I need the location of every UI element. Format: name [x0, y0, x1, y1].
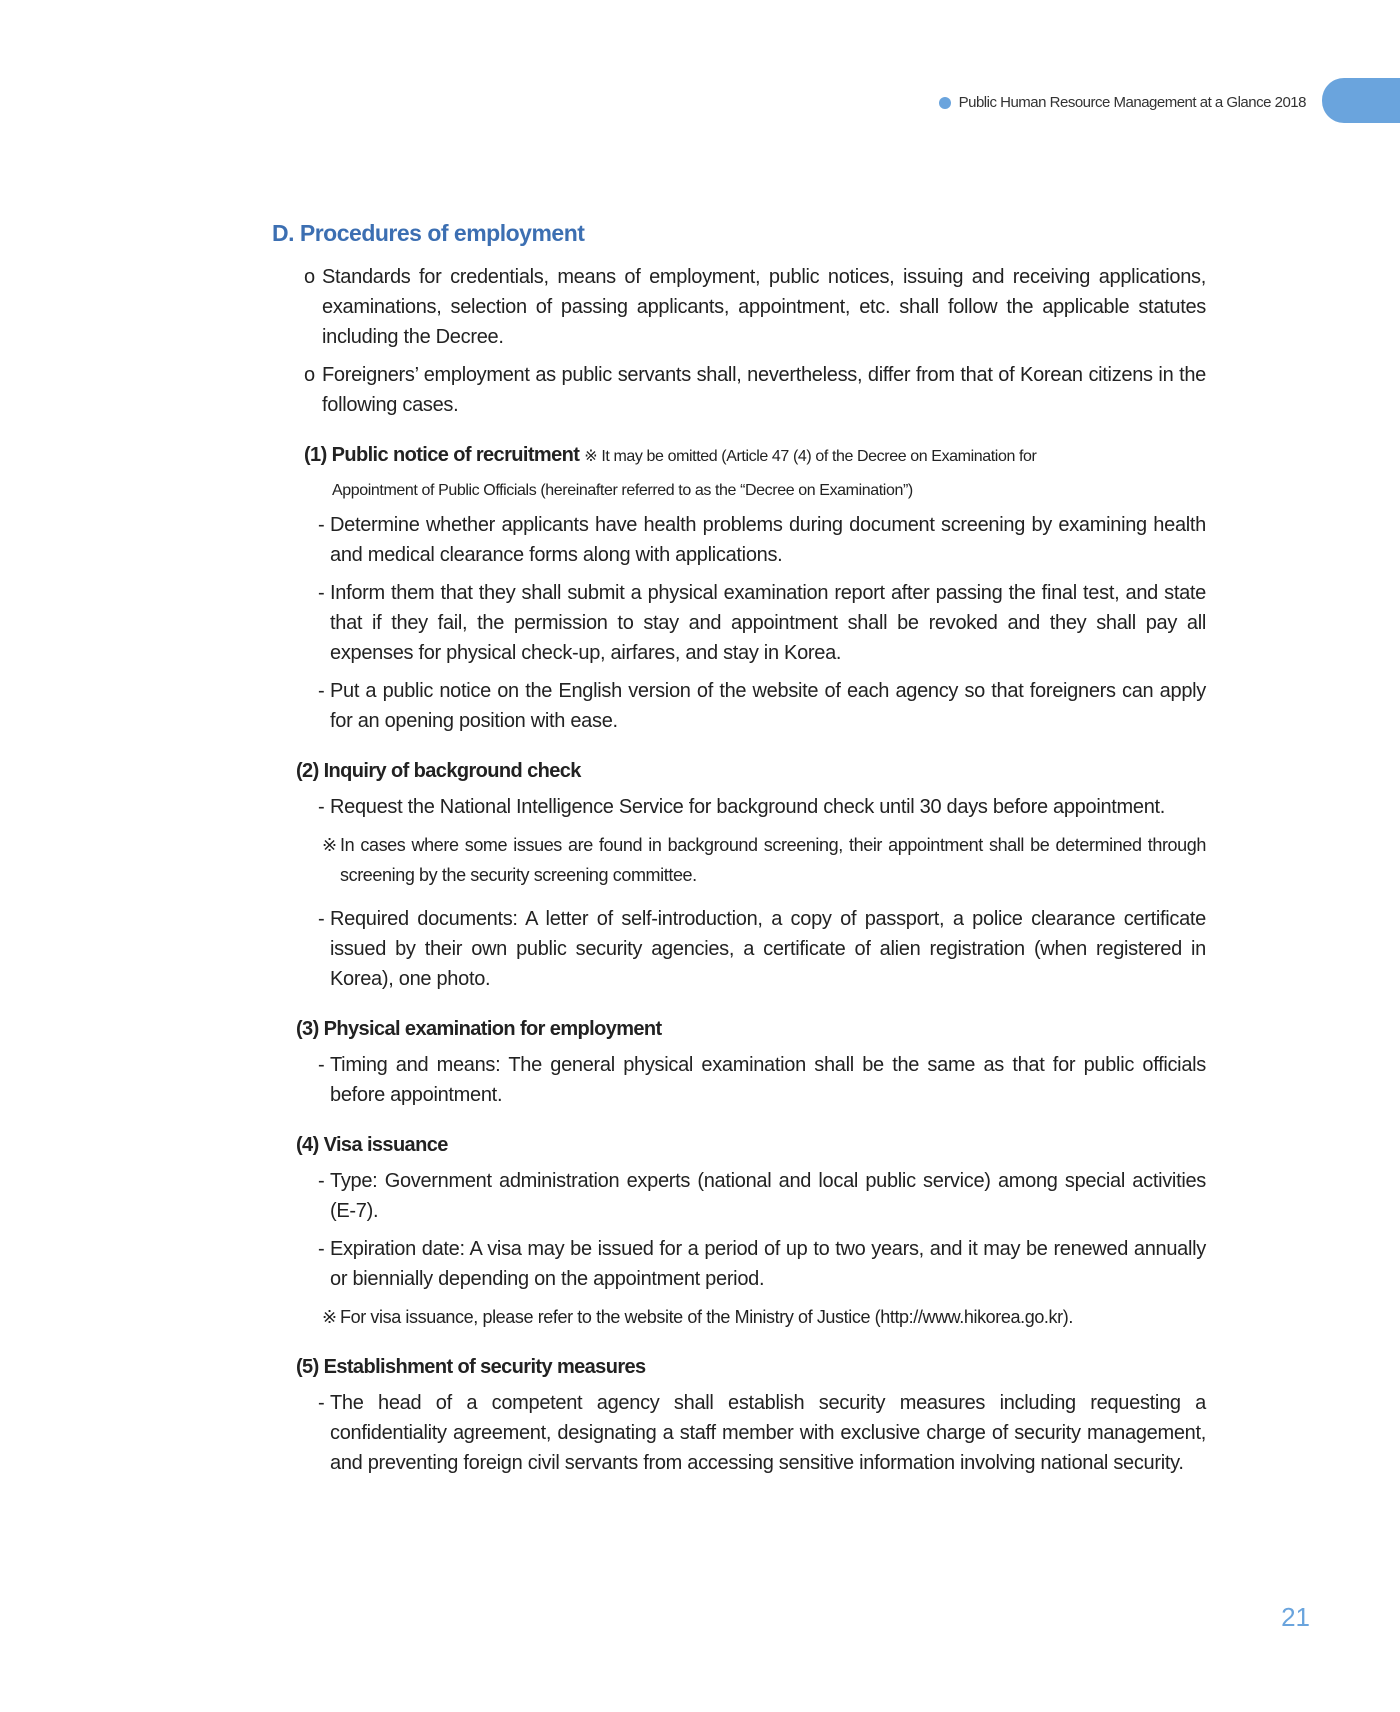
subsection-background-check	[272, 756, 1206, 994]
reference-note-text: In cases where some issues are found in background screening, their appointment shall be determined through screening by the security screening committee.	[340, 835, 1206, 885]
dash-bullet-icon: -	[318, 908, 325, 930]
list-item	[318, 578, 1206, 668]
reference-mark-icon: ※	[322, 1307, 337, 1327]
dash-bullet-icon: -	[318, 582, 325, 604]
reference-note-text: For visa issuance, please refer to the website of the Ministry of Justice (http://www.hikorea.go.kr).	[340, 1307, 1073, 1327]
list-item-text: Put a public notice on the English version of the website of each agency so that foreigners can apply for an opening position with ease.	[330, 680, 1206, 732]
intro-bullet	[304, 360, 1206, 420]
subsection-visa-issuance	[272, 1130, 1206, 1332]
subsection-public-notice	[272, 440, 1206, 736]
list-item-text: Timing and means: The general physical examination shall be the same as that for public officials before appointment.	[330, 1054, 1206, 1106]
list-item-text: Inform them that they shall submit a physical examination report after passing the final test, and state that if they fail, the permission to stay and appointment shall be revoked and they shall pay all expenses for physical check-up, airfares, and stay in Korea.	[330, 582, 1206, 664]
dash-bullet-icon: -	[318, 680, 325, 702]
dash-bullet-icon: -	[318, 1170, 325, 1192]
circle-bullet-icon: o	[304, 364, 315, 386]
subsection-note-continued: Appointment of Public Officials (hereinafter referred to as the “Decree on Examination”)	[332, 482, 913, 499]
dash-bullet-icon: -	[318, 1392, 325, 1414]
list-item	[318, 1166, 1206, 1226]
list-item-text: Request the National Intelligence Service for background check until 30 days before appointment.	[330, 796, 1166, 818]
list-item	[318, 1388, 1206, 1478]
bullet-text: Foreigners’ employment as public servants shall, nevertheless, differ from that of Korean citizens in the following cases.	[322, 364, 1206, 416]
subsection-heading	[304, 440, 1206, 472]
reference-mark-icon: ※	[322, 835, 337, 855]
page-number: 21	[1281, 1602, 1310, 1632]
subsection-heading: (3) Physical examination for employment	[296, 1018, 662, 1040]
list-item-text: Determine whether applicants have health problems during document screening by examining health and medical clearance forms along with applications.	[330, 514, 1206, 566]
running-header	[939, 94, 1306, 111]
page-content	[272, 218, 1206, 1486]
list-item-text: Type: Government administration experts (national and local public service) among special activities (E-7).	[330, 1170, 1206, 1222]
list-item	[318, 792, 1206, 822]
list-item	[318, 510, 1206, 570]
subsection-physical-exam	[272, 1014, 1206, 1110]
subsection-heading: (2) Inquiry of background check	[296, 760, 581, 782]
list-item	[318, 676, 1206, 736]
circle-bullet-icon: o	[304, 266, 315, 288]
intro-bullet	[304, 262, 1206, 352]
subsection-heading-text: (1) Public notice of recruitment	[304, 444, 580, 466]
dash-bullet-icon: -	[318, 796, 325, 818]
list-item-text: Expiration date: A visa may be issued for a period of up to two years, and it may be renewed annually or biennially depending on the appointment period.	[330, 1238, 1206, 1290]
bullet-text: Standards for credentials, means of employment, public notices, issuing and receiving applications, examinations, selection of passing applicants, appointment, etc. shall follow the applicable statutes including the Decree.	[322, 266, 1206, 348]
dash-bullet-icon: -	[318, 1238, 325, 1260]
header-bullet-icon	[939, 97, 951, 109]
reference-note	[322, 1302, 1206, 1332]
section-title: D. Procedures of employment	[272, 220, 585, 246]
running-title: Public Human Resource Management at a Glance 2018	[958, 94, 1306, 111]
chapter-tab	[1322, 78, 1400, 123]
subsection-heading: (4) Visa issuance	[296, 1134, 448, 1156]
list-item	[318, 1234, 1206, 1294]
list-item	[318, 1050, 1206, 1110]
subsection-note-inline: ※ It may be omitted (Article 47 (4) of the Decree on Examination for	[584, 448, 1037, 465]
dash-bullet-icon: -	[318, 514, 325, 536]
reference-note	[322, 830, 1206, 890]
list-item-text: The head of a competent agency shall establish security measures including requesting a confidentiality agreement, designating a staff member with exclusive charge of security management, and preventing foreign civil servants from accessing sensitive information involving national security.	[330, 1392, 1206, 1474]
list-item	[318, 904, 1206, 994]
subsection-heading: (5) Establishment of security measures	[296, 1356, 646, 1378]
list-item-text: Required documents: A letter of self-introduction, a copy of passport, a police clearance certificate issued by their own public security agencies, a certificate of alien registration (when registered in Korea), one photo.	[330, 908, 1206, 990]
dash-bullet-icon: -	[318, 1054, 325, 1076]
subsection-security-measures	[272, 1352, 1206, 1478]
